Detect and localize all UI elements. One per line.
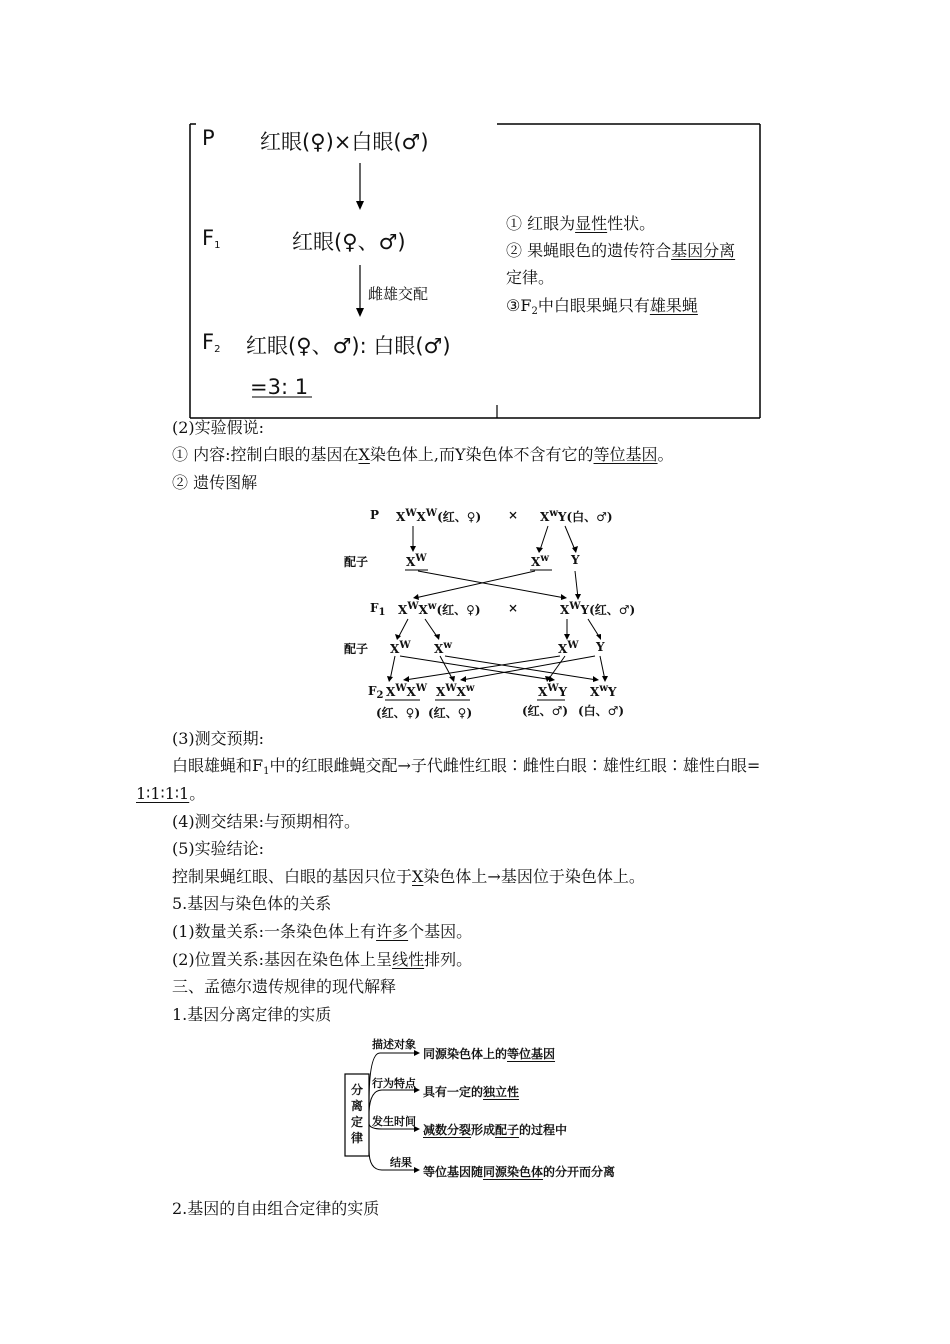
law-behavior-text: 具有一定的独立性 (423, 1085, 520, 1099)
gen-gamete2-b: $X^w$ (434, 640, 452, 656)
f1-phenotype: 红眼(♀、♂) (292, 230, 406, 254)
note-2-cont: 定律。 (506, 268, 555, 287)
part3-heading: 三、孟德尔遗传规律的现代解释 (172, 977, 397, 996)
f2-phenotype: 红眼(♀、♂): 白眼(♂) (246, 334, 451, 358)
law-result-text: 等位基因随同源染色体的分开而分离 (423, 1165, 616, 1179)
law-label-behavior: 行为特点 (372, 1077, 416, 1090)
gen-gamete-xw: $X^w$ (531, 553, 549, 569)
position-relation: (2)位置关系:基因在染色体上呈线性排列。 (172, 950, 473, 969)
note-2: ② 果蝇眼色的遗传符合基因分离 (506, 241, 736, 260)
f1-label: $F_1$ (202, 226, 221, 251)
hypothesis-content: ① 内容:控制白眼的基因在X染色体上,而Y染色体不含有它的等位基因。 (172, 445, 674, 464)
gen-f2-o1: $X^WX^W$ (386, 683, 428, 699)
conclusion-body: 控制果蝇红眼、白眼的基因只位于X染色体上→基因位于染色体上。 (172, 867, 645, 886)
gen-f2-label: $F_2$ (368, 684, 384, 701)
law-time-text: 减数分裂形成配子的过程中 (423, 1123, 568, 1137)
gen-f2-o3: $X^WY$ (538, 683, 568, 699)
item1-heading: 1.基因分离定律的实质 (172, 1005, 332, 1024)
p-cross-text: 红眼(♀)×白眼(♂) (260, 130, 429, 154)
diagram-heading: ② 遗传图解 (172, 473, 258, 492)
gen-f2-pheno-4: (白、♂) (578, 704, 625, 718)
testcross-body: 白眼雄蝇和$F_1$中的红眼雌蝇交配→子代雌性红眼∶雌性白眼∶雄性红眼∶雄性白眼= (172, 756, 761, 777)
gen-gamete-label-1: 配子 (344, 555, 369, 569)
item2-heading: 2.基因的自由组合定律的实质 (172, 1199, 380, 1218)
gen-f2-pheno-2: (红、♀) (428, 706, 473, 720)
gen-gamete-y: Y (571, 553, 580, 567)
gen-gamete2-c: $X^W$ (558, 640, 579, 656)
gen-gamete2-d: Y (596, 640, 605, 654)
testcross-heading: (3)测交预期: (172, 729, 265, 748)
gen-f1-label: $F_1$ (370, 601, 386, 618)
f2-label: $F_2$ (202, 330, 221, 355)
gen-f1-male: $X^WY$(红、♂) (560, 601, 636, 617)
gen-f1-female: $X^WX^w$(红、♀) (398, 601, 481, 617)
gen-f2-o2: $X^WX^w$ (436, 683, 475, 699)
gen-p-label: P (370, 508, 380, 522)
gen-gamete-xW: $X^W$ (406, 553, 427, 569)
hypothesis-heading: (2)实验假说: (172, 418, 265, 437)
cross-note: 雌雄交配 (368, 285, 429, 303)
law-object-text: 同源染色体上的等位基因 (423, 1047, 556, 1061)
conclusion-heading: (5)实验结论: (172, 839, 265, 858)
gen-gamete-label-2: 配子 (344, 642, 369, 656)
gen-cross-2: × (508, 601, 519, 615)
gen-p-male: $X^wY$(白、♂) (540, 508, 613, 524)
gen-gamete2-a: $X^W$ (390, 640, 411, 656)
testcross-result: (4)测交结果:与预期相符。 (172, 812, 361, 831)
gen-f2-pheno-1: (红、♀) (376, 706, 421, 720)
law-label-result: 结果 (390, 1156, 412, 1169)
quantity-relation: (1)数量关系:一条染色体上有许多个基因。 (172, 922, 473, 941)
gen-f2-o4: $X^wY$ (590, 683, 617, 699)
law-box-label: 分 离 定 律 (351, 1083, 364, 1145)
note-3: $③F_2$中白眼果蝇只有雄果蝇 (506, 296, 698, 317)
gen-cross-1: × (508, 508, 519, 522)
gen-f2-pheno-3: (红、♂) (522, 704, 569, 718)
law-label-object: 描述对象 (372, 1038, 416, 1051)
f2-ratio: =3: 1 (250, 375, 309, 399)
testcross-ratio: 1∶1∶1∶1。 (136, 784, 206, 803)
law-label-time: 发生时间 (372, 1115, 416, 1128)
p-generation-label: P (202, 126, 215, 150)
section5-heading: 5.基因与染色体的关系 (172, 894, 332, 913)
note-1: ① 红眼为显性性状。 (506, 214, 656, 233)
gen-p-female: $X^WX^W$(红、♀) (396, 508, 482, 524)
